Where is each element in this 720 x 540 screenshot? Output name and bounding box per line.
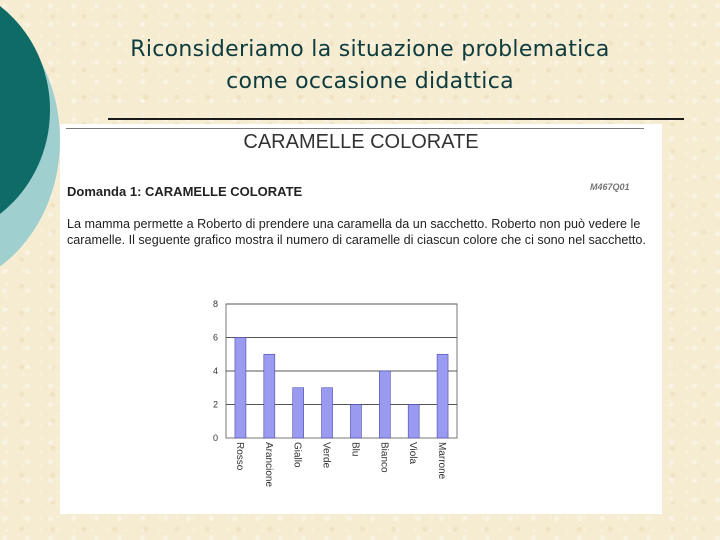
slide-title [60, 34, 680, 98]
bar [235, 338, 246, 439]
question-title: Domanda 1: CARAMELLE COLORATE [67, 184, 303, 199]
bar [293, 388, 304, 438]
x-category-label: Marrone [436, 442, 448, 480]
slide-title-line-2: come occasione didattica [226, 69, 514, 94]
bar [379, 371, 390, 438]
document-heading: CARAMELLE COLORATE [243, 131, 479, 153]
y-tick-label: 2 [212, 399, 218, 410]
bar-chart [60, 124, 662, 514]
y-tick-label: 8 [212, 299, 218, 309]
title-underline [108, 118, 684, 120]
x-category-label: Verde [320, 442, 332, 469]
x-category-label: Blu [349, 442, 361, 457]
question-code: M467Q01 [590, 182, 630, 192]
y-tick-label: 6 [212, 332, 218, 343]
x-category-label: Rosso [233, 442, 245, 471]
x-category-label: Bianco [378, 442, 390, 473]
x-category-label: Arancione [262, 442, 274, 488]
y-tick-label: 0 [212, 433, 218, 443]
bar [322, 388, 333, 438]
document-image [60, 124, 662, 514]
bar [264, 354, 275, 438]
y-tick-label: 4 [212, 366, 218, 376]
slide-title-line-1: Riconsideriamo la situazione problematica [130, 37, 610, 62]
bar [350, 405, 361, 439]
x-category-label: Giallo [291, 442, 303, 468]
bar [437, 354, 448, 438]
bar [408, 405, 419, 439]
question-text: La mamma permette a Roberto di prendere una caramella da un sacchetto. Roberto non può vedere le caramelle. Il seguente grafico mostra il numero di caramelle di ciascun colore che ci sono nel sacchetto. [67, 217, 646, 247]
x-category-label: Viola [407, 442, 419, 465]
